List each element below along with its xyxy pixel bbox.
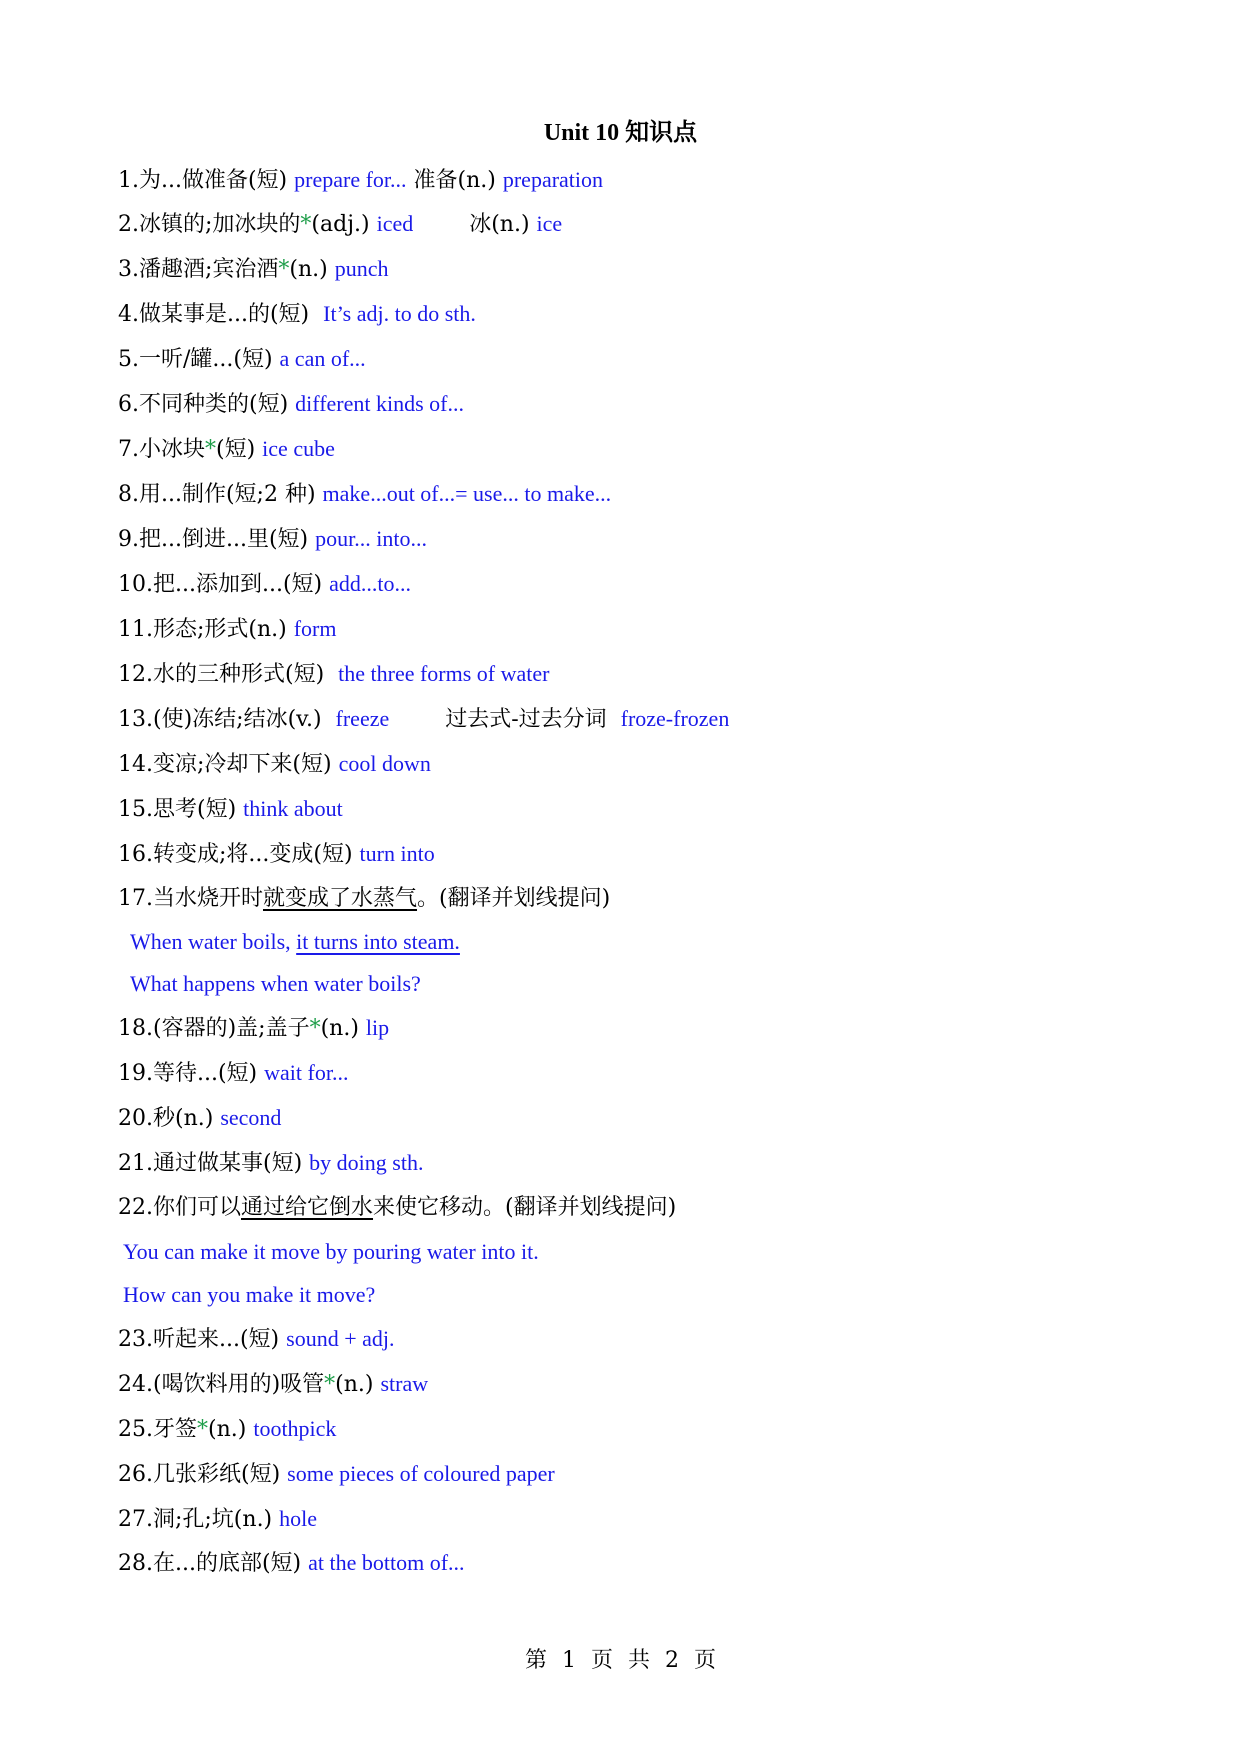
list-item (118, 1547, 465, 1579)
prompt-text: 23.听起来...(短) (118, 1327, 287, 1352)
prompt-text: 6.不同种类的(短) (118, 392, 296, 417)
prompt-text: (n.) (335, 1372, 381, 1397)
prompt-text: 1.为...做准备(短) (118, 168, 295, 193)
answer-text: freeze (335, 706, 390, 731)
answer-text: lip (365, 1015, 390, 1040)
list-item (118, 253, 389, 285)
prompt-text: 准备(n.) (406, 168, 503, 193)
answer-text: ice cube (262, 436, 335, 461)
answer-text: hole (279, 1506, 318, 1531)
answer-text: ice (536, 211, 563, 236)
prompt-text: 10.把...添加到...(短) (118, 572, 330, 597)
answer-text: How can you make it move? (123, 1282, 376, 1307)
answer-text: some pieces of coloured paper (287, 1461, 555, 1486)
prompt-text: 19.等待...(短) (118, 1061, 265, 1086)
list-item (118, 433, 335, 465)
list-item (118, 703, 729, 735)
answer-text: a can of... (279, 346, 366, 371)
prompt-text: 25.牙签 (118, 1417, 197, 1442)
prompt-text: (n.) (289, 257, 335, 282)
list-item (118, 1102, 281, 1134)
prompt-text: 20.秒(n.) (118, 1106, 221, 1131)
answer-text: When water boils, (130, 929, 297, 954)
list-item (118, 478, 611, 510)
answer-text: different kinds of... (295, 391, 464, 416)
list-item (118, 1147, 423, 1179)
prompt-text: 13.(使)冻结;结冰(v.) (118, 707, 336, 732)
list-item (123, 1236, 539, 1268)
prompt-text: (n.) (208, 1417, 254, 1442)
list-item (118, 343, 366, 375)
list-item (118, 1503, 317, 1535)
list-item (118, 164, 603, 196)
prompt-text: 28.在...的底部(短) (118, 1551, 309, 1576)
prompt-text: (短) (216, 437, 263, 462)
answer-text: form (293, 616, 337, 641)
prompt-text: 冰(n.) (413, 212, 537, 237)
prompt-text: 26.几张彩纸(短) (118, 1462, 288, 1487)
page-footer: 第 1 页 共 2 页 (525, 1648, 716, 1673)
prompt-text: (n.) (320, 1016, 366, 1041)
list-item (118, 1012, 389, 1044)
list-item (118, 793, 343, 825)
prompt-text: 8.用...制作(短;2 种) (118, 482, 323, 507)
asterisk-mark: * (324, 1372, 336, 1397)
list-item (118, 1413, 336, 1445)
answer-text: prepare for... (294, 167, 407, 192)
prompt-text: 来使它移动。(翻译并划线提问) (373, 1195, 677, 1220)
list-item (118, 1323, 395, 1355)
answer-text: wait for... (264, 1060, 349, 1085)
list-item (118, 1192, 676, 1224)
answer-text: think about (243, 796, 343, 821)
answer-text: punch (334, 256, 389, 281)
prompt-text: 2.冰镇的;加冰块的 (118, 212, 301, 237)
list-item (130, 926, 460, 958)
prompt-text: 就变成了水蒸气 (263, 886, 418, 911)
prompt-text: 4.做某事是...的(短) (118, 302, 324, 327)
answer-text: by doing sth. (309, 1150, 424, 1175)
prompt-text: 9.把...倒进...里(短) (118, 527, 316, 552)
answer-text: turn into (359, 841, 435, 866)
answer-text: the three forms of water (338, 661, 550, 686)
asterisk-mark: * (278, 257, 290, 282)
prompt-text: 27.洞;孔;坑(n.) (118, 1507, 280, 1532)
asterisk-mark: * (205, 437, 216, 462)
prompt-text: 21.通过做某事(短) (118, 1151, 310, 1176)
list-item (118, 568, 411, 600)
prompt-text: 22.你们可以 (118, 1195, 241, 1220)
answer-text: at the bottom of... (308, 1550, 465, 1575)
asterisk-mark: * (309, 1016, 321, 1041)
answer-text: toothpick (253, 1416, 337, 1441)
prompt-text: 17.当水烧开时 (118, 886, 263, 911)
prompt-text: 。(翻译并划线提问) (417, 886, 611, 911)
page-title: Unit 10 知识点 (543, 120, 698, 146)
prompt-text: 24.(喝饮料用的)吸管 (118, 1372, 325, 1397)
answer-text: You can make it move by pouring water into it. (123, 1239, 539, 1264)
list-item (118, 208, 562, 240)
list-item (118, 388, 464, 420)
answer-text: froze-frozen (620, 706, 730, 731)
list-item (118, 748, 431, 780)
prompt-text: 3.潘趣酒;宾治酒 (118, 257, 279, 282)
prompt-text: 7.小冰块 (118, 437, 205, 462)
answer-text: it turns into steam. (296, 929, 460, 954)
answer-text: It’s adj. to do sth. (323, 301, 476, 326)
answer-text: preparation (502, 167, 604, 192)
asterisk-mark: * (300, 212, 312, 237)
list-item (118, 613, 337, 645)
list-item (118, 883, 610, 915)
prompt-text: 15.思考(短) (118, 797, 244, 822)
list-item (118, 523, 427, 555)
answer-text: What happens when water boils? (130, 971, 421, 996)
answer-text: make...out of...= use... to make... (322, 481, 612, 506)
prompt-text: 18.(容器的)盖;盖子 (118, 1016, 310, 1041)
prompt-text: 16.转变成;将...变成(短) (118, 842, 360, 867)
list-item (118, 1368, 428, 1400)
answer-text: pour... into... (315, 526, 427, 551)
list-item (123, 1279, 375, 1311)
prompt-text: (adj.) (311, 212, 377, 237)
list-item (118, 838, 435, 870)
asterisk-mark: * (197, 1417, 208, 1442)
prompt-text: 11.形态;形式(n.) (118, 617, 294, 642)
answer-text: sound + adj. (286, 1326, 395, 1351)
answer-text: second (220, 1105, 282, 1130)
prompt-text: 通过给它倒水 (241, 1195, 374, 1220)
answer-text: add...to... (329, 571, 411, 596)
prompt-text: 14.变凉;冷却下来(短) (118, 752, 339, 777)
answer-text: iced (376, 211, 414, 236)
prompt-text: 5.一听/罐...(短) (118, 347, 280, 372)
answer-text: straw (380, 1371, 429, 1396)
prompt-text: 过去式-过去分词 (389, 707, 621, 732)
list-item (118, 1057, 348, 1089)
list-item (118, 298, 476, 330)
list-item (118, 1458, 555, 1490)
list-item (118, 658, 550, 690)
prompt-text: 12.水的三种形式(短) (118, 662, 339, 687)
answer-text: cool down (338, 751, 431, 776)
list-item (130, 968, 421, 1000)
